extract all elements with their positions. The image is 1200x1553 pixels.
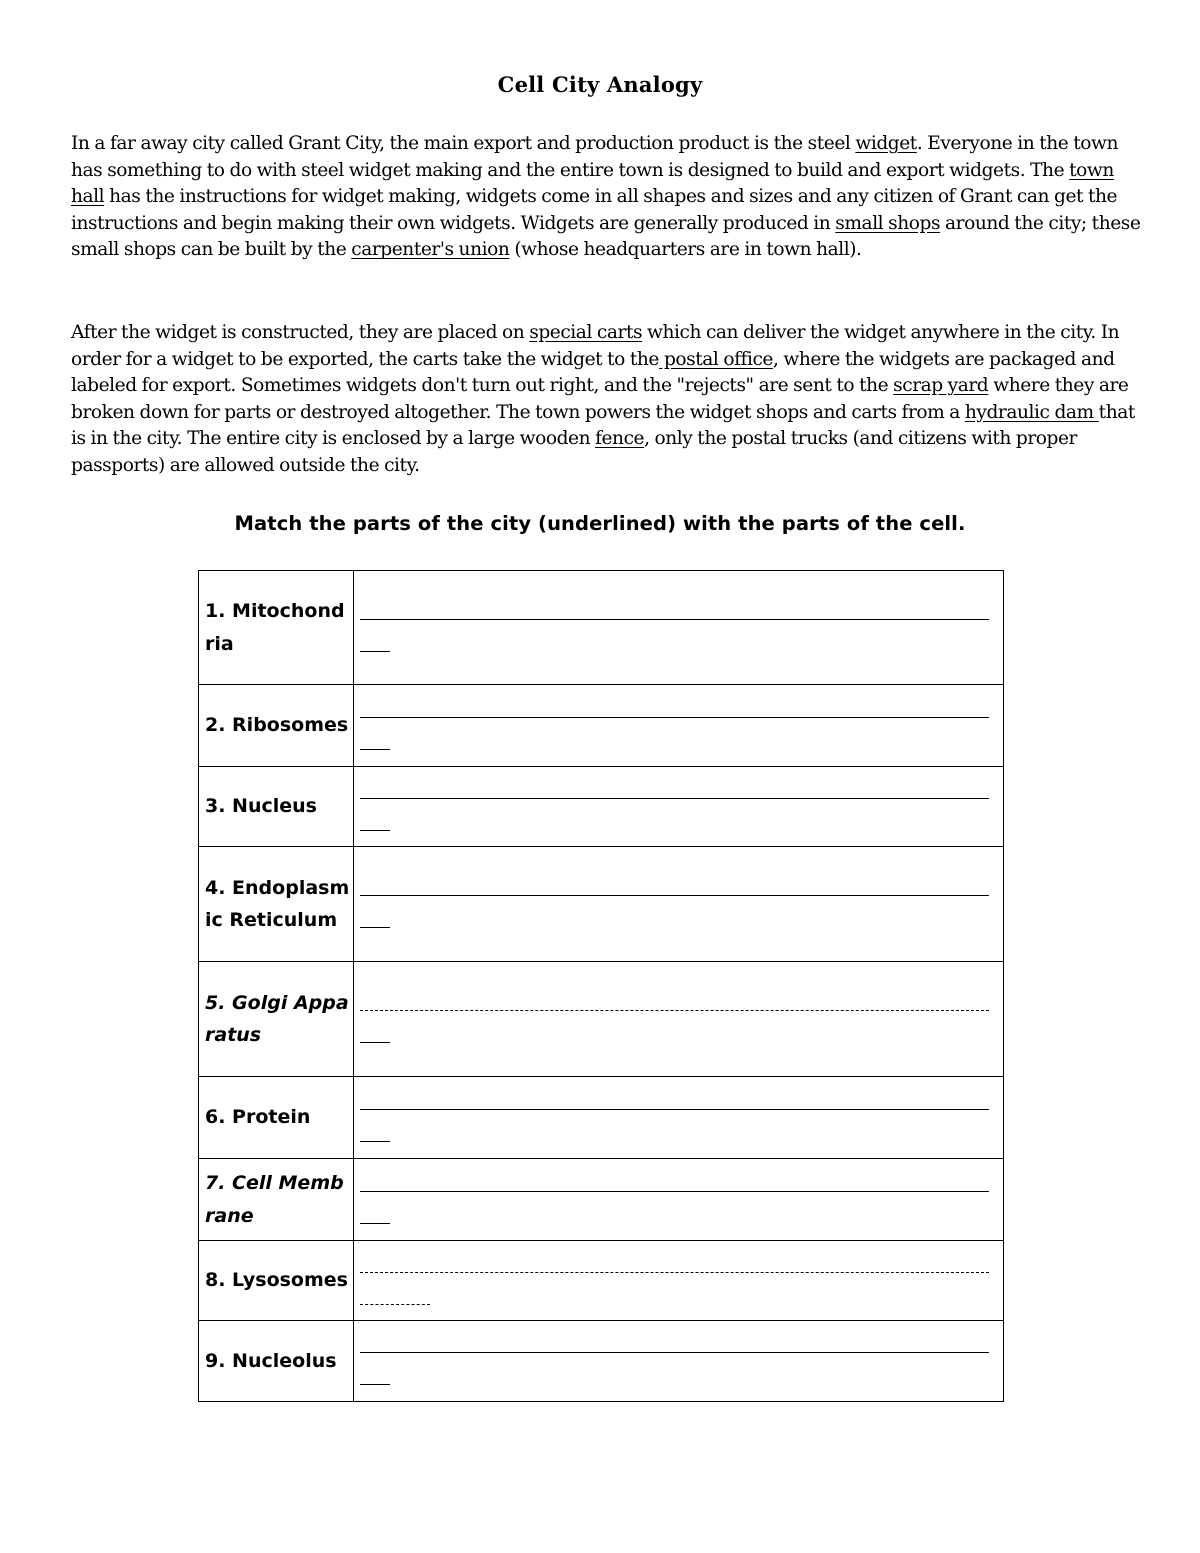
answer-line-end [360, 1222, 390, 1224]
cell-part-label: 5. Golgi Apparatus [199, 962, 354, 1077]
answer-line-end [360, 748, 390, 750]
term-widget: widget [855, 133, 917, 154]
cell-part-label: 6. Protein [199, 1077, 354, 1159]
answer-line-end [360, 926, 390, 928]
cell-part-label: 7. Cell Membrane [199, 1159, 354, 1241]
cell-part-label: 9. Nucleolus [199, 1321, 354, 1402]
term-special-carts: special carts [529, 322, 643, 343]
answer-blank[interactable] [354, 1159, 1004, 1241]
table-row [199, 571, 1004, 685]
answer-line [360, 1108, 989, 1110]
answer-line [360, 618, 989, 620]
cell-part-label: 2. Ribosomes [199, 685, 354, 767]
p1-text-4: around the city; these small shops can be built by the [71, 212, 1141, 261]
table-row [199, 767, 1004, 847]
page-title: Cell City Analogy [497, 72, 703, 97]
p2-text-5: that is in the city. The entire city is enclosed by a large wooden [71, 401, 1135, 450]
answer-blank[interactable] [354, 685, 1004, 767]
term-small-shops: small shops [835, 212, 941, 234]
term-hydraulic-dam: hydraulic dam [964, 401, 1099, 423]
term-postal-office: postal office [658, 348, 773, 370]
matching-table [198, 570, 1004, 1402]
answer-blank[interactable] [354, 767, 1004, 847]
answer-blank[interactable] [354, 962, 1004, 1077]
table-row [199, 1241, 1004, 1321]
answer-line-end [360, 1383, 390, 1385]
answer-line [360, 1271, 989, 1273]
table-row [199, 1077, 1004, 1159]
cell-part-label: 3. Nucleus [199, 767, 354, 847]
p2-text-2: which can deliver the widget anywhere in the city. In order for a widget to be exported, the carts take the widget to the [71, 322, 1120, 370]
p2-text-4: where they are broken down for parts or destroyed altogether. The town powers the widget shops and carts from a [71, 375, 1129, 423]
term-carpenters-union: carpenter's union [351, 239, 510, 261]
answer-blank[interactable] [354, 571, 1004, 685]
matching-instruction: Match the parts of the city (underlined) with the parts of the cell. [234, 512, 966, 535]
table-row [199, 962, 1004, 1077]
p2-text-1: After the widget is constructed, they are placed on [71, 322, 530, 343]
story-paragraph-2 [71, 320, 1141, 480]
p1-text-1: In a far away city called Grant City, the main export and production product is the steel [71, 133, 856, 154]
p1-text-3: has the instructions for widget making, widgets come in all shapes and sizes and any citizen of Grant can get the instructions and begin making their own widgets. Widgets are generally produced in [71, 186, 1118, 234]
table-row [199, 685, 1004, 767]
answer-line-end [360, 650, 390, 652]
term-town-hall: town hall [71, 159, 1114, 208]
term-fence: fence [595, 428, 645, 450]
cell-part-label: 4. Endoplasmic Reticulum [199, 847, 354, 962]
p1-text-2: . Everyone in the town has something to do with steel widget making and the entire town is designed to build and export widgets. The [71, 133, 1119, 181]
answer-line [360, 1009, 989, 1011]
table-row [199, 1321, 1004, 1402]
answer-blank[interactable] [354, 1077, 1004, 1159]
answer-blank[interactable] [354, 1241, 1004, 1321]
p2-text-3: , where the widgets are packaged and labeled for export. Sometimes widgets don't turn out right, and the "rejects" are sent to the [71, 348, 1115, 397]
table-row [199, 1159, 1004, 1241]
answer-blank[interactable] [354, 1321, 1004, 1402]
answer-line [360, 797, 989, 799]
p1-text-5: (whose headquarters are in town hall). [509, 239, 862, 261]
story-paragraph-1 [71, 131, 1141, 264]
answer-blank[interactable] [354, 847, 1004, 962]
cell-part-label: 8. Lysosomes [199, 1241, 354, 1321]
answer-line [360, 716, 989, 718]
p2-text-6: , only the postal trucks (and citizens with proper passports) are allowed outside the city. [71, 428, 1077, 476]
answer-line [360, 1351, 989, 1353]
term-scrap-yard: scrap yard [893, 375, 989, 397]
answer-line-end [360, 829, 390, 831]
answer-line-end [360, 1303, 430, 1305]
answer-line [360, 1190, 989, 1192]
answer-line [360, 894, 989, 896]
cell-part-label: 1. Mitochondria [199, 571, 354, 685]
answer-line-end [360, 1041, 390, 1043]
table-row [199, 847, 1004, 962]
answer-line-end [360, 1140, 390, 1142]
